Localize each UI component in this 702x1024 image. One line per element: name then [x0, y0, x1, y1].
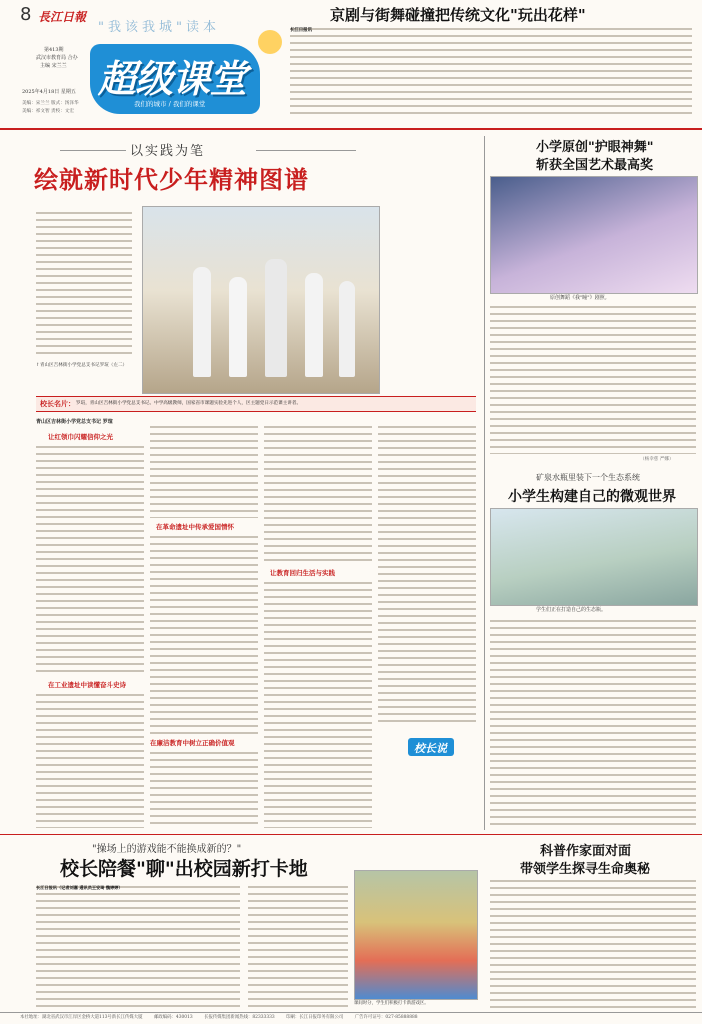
issue-date: 2025年4月18日 星期五 — [22, 89, 76, 95]
top-story-body: 长江日报讯 — [290, 26, 692, 116]
staff-line-2: 美编：祁文智 责校：文宏 — [22, 109, 74, 114]
photo-person — [193, 267, 211, 377]
right-story-2-body — [490, 618, 696, 826]
right-story-2-caption: 学生们正在打造自己的生态瓶。 — [536, 607, 607, 613]
right-story-1-caption: 原创舞蹈《我"瞳"》剧照。 — [550, 295, 610, 301]
main-kicker: 以实践为笔 — [130, 144, 206, 159]
subhead: 在工业遗址中读懂奋斗史诗 — [48, 681, 126, 689]
kicker-rule — [256, 150, 356, 151]
editor: 主编 宋兰兰 — [40, 63, 67, 69]
photo-person — [265, 259, 287, 377]
top-story-headline: 京剧与街舞碰撞把传统文化"玩出花样" — [330, 6, 586, 24]
column-banner — [90, 44, 260, 114]
footer — [20, 1014, 696, 1023]
subhead: 让教育回归生活与实践 — [270, 569, 335, 577]
footer-address: 本社地址：湖北省武汉市江岸区金桥大道113号新长江传媒大厦 — [20, 1015, 143, 1020]
principal-stamp-text: 校长说 — [414, 742, 447, 755]
bottom-story-kicker: "操场上的游戏能不能换成新的？" — [92, 844, 242, 855]
slogan: "我该我城"读本 — [98, 20, 220, 35]
main-headline: 绘就新时代少年精神图谱 — [34, 165, 309, 194]
main-col-3 — [264, 424, 372, 828]
right-story-1-headline2: 斩获全国艺术最高奖 — [536, 158, 654, 173]
principal-card-text: 罗瑄，青山区吉林街小学党总支书记、中学高级教师，国家省市课题实验先进个人，区主题党日示范课主讲者。 — [76, 401, 302, 406]
right-story-1-body — [490, 304, 696, 454]
bottom-story-body-2 — [248, 884, 348, 1010]
vertical-divider — [484, 136, 485, 830]
bottom-right-headline: 科普作家面对面 — [540, 844, 632, 859]
bottom-story-headline: 校长陪餐"聊"出校园新打卡地 — [60, 858, 308, 880]
bottom-right-headline2: 带领学生探寻生命奥秘 — [520, 862, 651, 877]
main-col-1 — [36, 428, 144, 828]
photo-person — [305, 273, 323, 377]
footer-printer: 印刷：长江日报印务有限公司 — [286, 1015, 344, 1020]
principal-card-label: 校长名片： — [40, 399, 75, 408]
top-divider — [0, 128, 702, 130]
banner-deco — [258, 30, 282, 54]
right-story-1-headline: 小学原创"护眼神舞" — [536, 140, 654, 155]
subhead: 让红领巾闪耀信仰之光 — [48, 433, 113, 441]
right-story-1-photo — [490, 176, 698, 294]
right-story-2-photo — [490, 508, 698, 606]
bottom-story-photo — [354, 870, 478, 1000]
main-photo-caption: ↑青山区吉林街小学党总支书记罗瑄（左二） — [36, 363, 128, 368]
main-col-2 — [150, 424, 258, 828]
right-story-1-byline: （杨幸慈 严娜） — [640, 457, 674, 462]
bottom-divider — [0, 834, 702, 835]
right-story-2-kicker: 矿泉水瓶里装下一个生态系统 — [536, 473, 640, 482]
issue-number: 第413期 — [44, 47, 64, 53]
bottom-right-story — [490, 840, 696, 1010]
footer-hotline: 长报传媒集团新闻热线：82333333 — [204, 1015, 275, 1020]
principal-stamp — [408, 738, 454, 756]
footer-postcode: 邮政编码：430013 — [153, 1015, 193, 1020]
main-intro — [36, 210, 132, 356]
bottom-story — [36, 840, 476, 1010]
column-title: 超级课堂 — [98, 56, 247, 101]
staff-line-1: 美编：宋兰兰 版式：汤泽华 — [22, 101, 79, 106]
right-story-2-headline: 小学生构建自己的微观世界 — [508, 489, 676, 505]
paper-name: 長江日報 — [38, 10, 87, 24]
photo-person — [339, 281, 355, 377]
subhead: 在廉洁教育中树立正确价值观 — [150, 739, 235, 747]
subhead: 在革命遗址中传承爱国情怀 — [156, 523, 234, 531]
photo-person — [229, 277, 247, 377]
kicker-rule — [60, 150, 126, 151]
column-subtitle: 我们的城市 / 我们的课堂 — [134, 100, 206, 108]
right-story-1 — [490, 136, 696, 466]
page-number: 8 — [20, 4, 32, 25]
main-col-4 — [378, 424, 476, 724]
bottom-right-body — [490, 878, 696, 1008]
footer-tel: 广告许可证号：027-85888888 — [354, 1015, 418, 1020]
right-story-2 — [490, 472, 696, 828]
coeditors: 武汉市教育局 合办 — [36, 55, 78, 61]
footer-rule — [0, 1012, 702, 1013]
bottom-story-caption: 课间时分，学生们积极打卡新游戏区。 — [354, 1001, 429, 1006]
bottom-story-body: 长江日报讯（记者刘嘉 通讯员王安琦 魏婷婷） — [36, 884, 240, 1010]
principal-card — [36, 396, 476, 412]
main-author: 青山区吉林街小学党总支书记 罗瑄 — [36, 419, 113, 425]
main-photo — [142, 206, 380, 394]
top-story — [290, 4, 692, 118]
